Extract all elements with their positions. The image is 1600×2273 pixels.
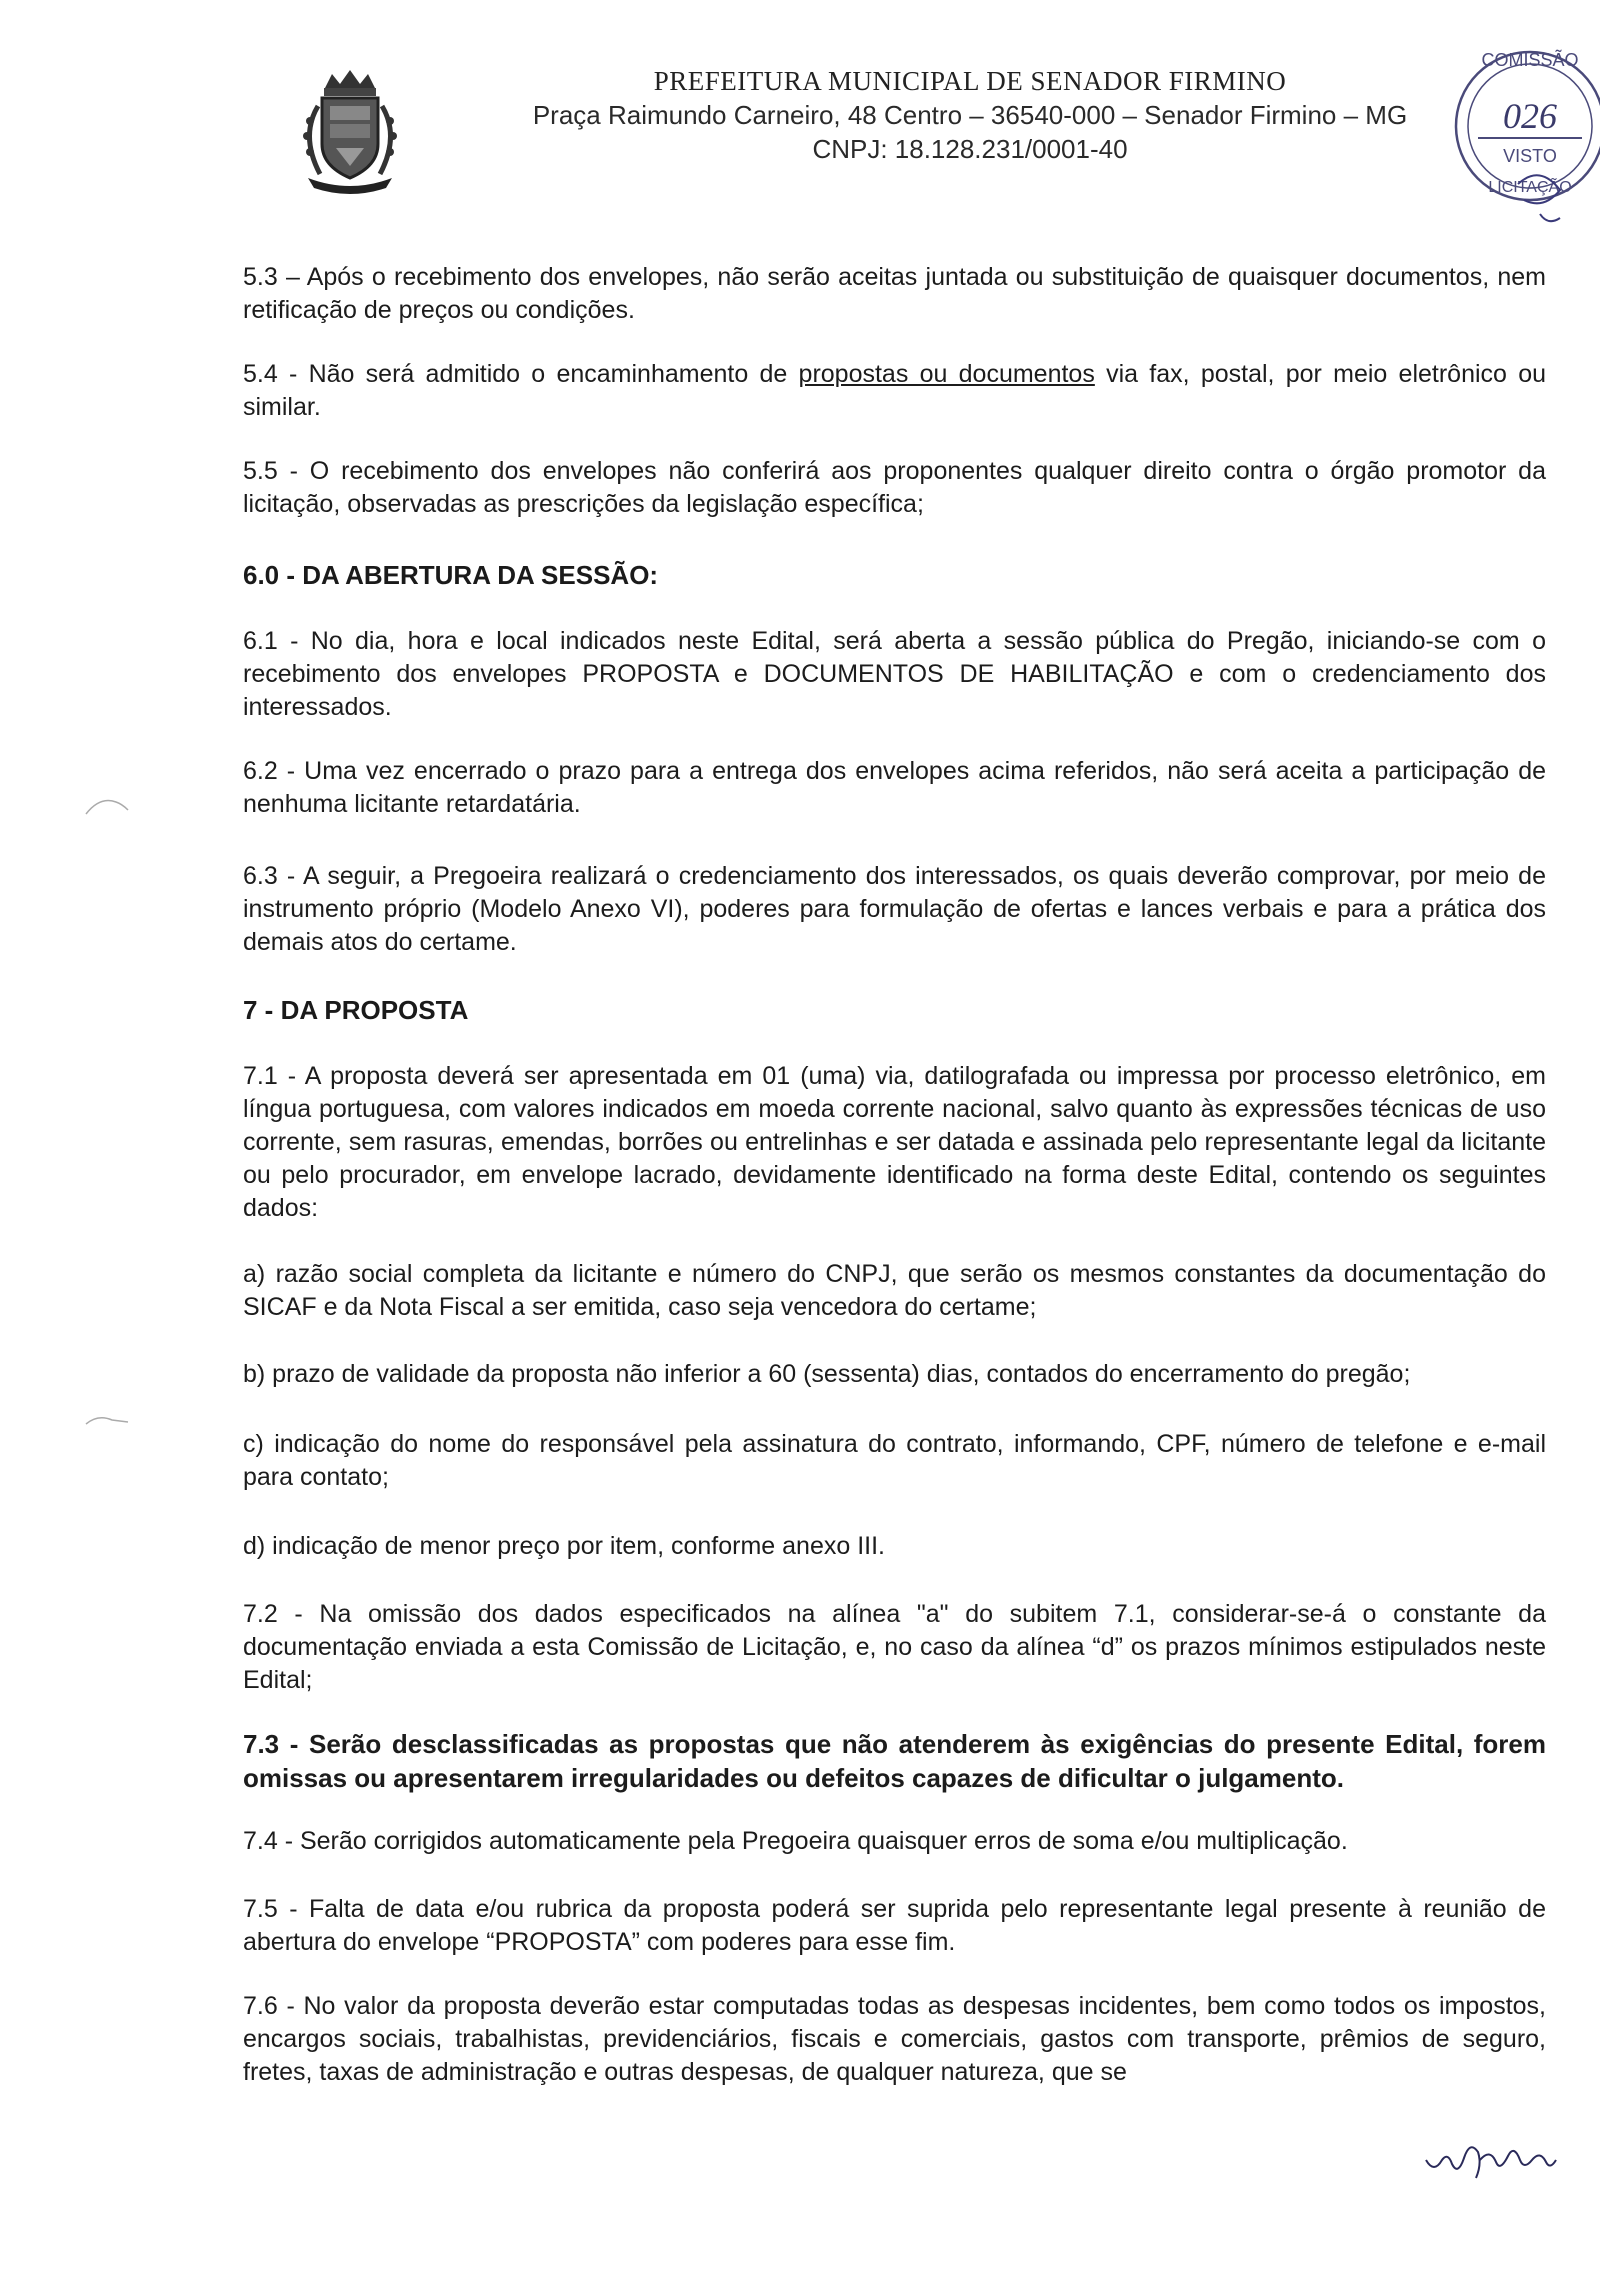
- clause-6-3-text: 6.3 - A seguir, a Pregoeira realizará o credenciamento dos interessados, os quais deverão comprovar, por meio de instrumento próprio (Modelo Anexo VI), poderes para formulação de ofertas e lances verbais e para a prática dos demais atos do certame.: [243, 862, 1546, 956]
- clause-6-3: [243, 860, 1546, 959]
- clause-7-3-text: 7.3 - Serão desclassificadas as propostas que não atenderem às exigências do presente Edital, forem omissas ou apresentarem irregularidades ou defeitos capazes de dificultar o julgamento.: [243, 1729, 1546, 1793]
- stamp-top-text: COMISSÃO: [1481, 50, 1579, 70]
- clause-5-4-post: via fax, postal, por meio eletrônico ou similar.: [243, 360, 1547, 421]
- commission-stamp-icon: [1448, 14, 1600, 236]
- clause-7-1-item-a: [243, 1258, 1546, 1324]
- section-7-heading: [243, 995, 468, 1026]
- clause-5-3: [243, 261, 1546, 327]
- letterhead: [0, 0, 1600, 220]
- clause-7-1: [243, 1060, 1546, 1225]
- margin-pencil-mark: [82, 1412, 132, 1432]
- item-d-text: d) indicação de menor preço por item, conforme anexo III.: [243, 1532, 885, 1560]
- clause-7-1-item-d: [243, 1530, 1546, 1563]
- municipality-cnpj: CNPJ: 18.128.231/0001-40: [812, 134, 1128, 164]
- clause-6-1-text: 6.1 - No dia, hora e local indicados neste Edital, será aberta a sessão pública do Pregão, iniciando-se com o recebimento dos envelopes PROPOSTA e DOCUMENTOS DE HABILITAÇÃO e com o credenciamento dos interessados.: [243, 627, 1546, 721]
- clause-6-2: [243, 755, 1546, 821]
- municipality-name: PREFEITURA MUNICIPAL DE SENADOR FIRMINO: [653, 66, 1287, 96]
- clause-5-4: [243, 358, 1546, 424]
- clause-5-4-pre: 5.4 - Não será admitido o encaminhamento de: [243, 360, 799, 388]
- clause-7-4-text: 7.4 - Serão corrigidos automaticamente pela Pregoeira quaisquer erros de soma e/ou multiplicação.: [243, 1827, 1348, 1855]
- clause-7-3: [243, 1727, 1546, 1795]
- clause-5-3-text: 5.3 – Após o recebimento dos envelopes, não serão aceitas juntada ou substituição de quaisquer documentos, nem retificação de preços ou condições.: [243, 263, 1546, 324]
- clause-7-5-text: 7.5 - Falta de data e/ou rubrica da proposta poderá ser suprida pelo representante legal presente à reunião de abertura do envelope “PROPOSTA” com poderes para esse fim.: [243, 1895, 1546, 1956]
- clause-7-1-item-c: [243, 1428, 1546, 1494]
- clause-6-1: [243, 625, 1546, 724]
- municipality-address: Praça Raimundo Carneiro, 48 Centro – 36540-000 – Senador Firmino – MG: [532, 100, 1408, 130]
- item-b-text: b) prazo de validade da proposta não inferior a 60 (sessenta) dias, contados do encerramento do pregão;: [243, 1360, 1411, 1388]
- clause-7-6-text: 7.6 - No valor da proposta deverão estar computadas todas as despesas incidentes, bem como todos os impostos, encargos sociais, trabalhistas, previdenciários, fiscais e comerciais, gastos com transporte, prêmios de seguro, fretes, taxas de administração e outras despesas, de qualquer natureza, que se: [243, 1992, 1546, 2086]
- clause-6-2-text: 6.2 - Uma vez encerrado o prazo para a entrega dos envelopes acima referidos, não será aceita a participação de nenhuma licitante retardatária.: [243, 757, 1546, 818]
- item-c-text: c) indicação do nome do responsável pela assinatura do contrato, informando, CPF, número de telefone e e-mail para contato;: [243, 1430, 1546, 1491]
- clause-7-2-text: 7.2 - Na omissão dos dados especificados na alínea "a" do subitem 7.1, considerar-se-á o constante da documentação enviada a esta Comissão de Licitação, e, no caso da alínea “d” os prazos mínimos estipulados neste Edital;: [243, 1600, 1546, 1694]
- clause-5-4-underlined: propostas ou documentos: [798, 360, 1095, 388]
- clause-5-4-text: [243, 358, 1546, 424]
- stamp-visto: VISTO: [1503, 146, 1557, 166]
- clause-7-1-item-b: [243, 1358, 1546, 1391]
- item-a-text: a) razão social completa da licitante e número do CNPJ, que serão os mesmos constantes da documentação do SICAF e da Nota Fiscal a ser emitida, caso seja vencedora do certame;: [243, 1260, 1546, 1321]
- clause-7-5: [243, 1893, 1546, 1959]
- clause-7-2: [243, 1598, 1546, 1697]
- stamp-bottom-text: LICITAÇÃO: [1488, 179, 1572, 196]
- clause-7-1-text: 7.1 - A proposta deverá ser apresentada em 01 (uma) via, datilografada ou impressa por processo eletrônico, em língua portuguesa, com valores indicados em moeda corrente nacional, salvo quanto às expressões técnicas de uso corrente, sem rasuras, emendas, borrões ou entrelinhas e ser datada e assinada pelo representante legal da licitante ou pelo procurador, em envelope lacrado, devidamente identificado na forma deste Edital, contendo os seguintes dados:: [243, 1062, 1546, 1222]
- handwritten-initials-icon: [1420, 2130, 1560, 2190]
- section-6-title: 6.0 - DA ABERTURA DA SESSÃO:: [243, 560, 659, 590]
- section-6-heading: [243, 560, 658, 591]
- clause-5-5-text: 5.5 - O recebimento dos envelopes não conferirá aos proponentes qualquer direito contra o órgão promotor da licitação, observadas as prescrições da legislação específica;: [243, 457, 1546, 518]
- margin-pencil-mark: [82, 790, 132, 820]
- clause-7-4: [243, 1825, 1546, 1858]
- municipal-coat-of-arms-icon: [280, 66, 420, 196]
- section-7-title: 7 - DA PROPOSTA: [243, 995, 469, 1025]
- stamp-number: 026: [1503, 96, 1557, 136]
- clause-7-6: [243, 1990, 1546, 2089]
- clause-5-5: [243, 455, 1546, 521]
